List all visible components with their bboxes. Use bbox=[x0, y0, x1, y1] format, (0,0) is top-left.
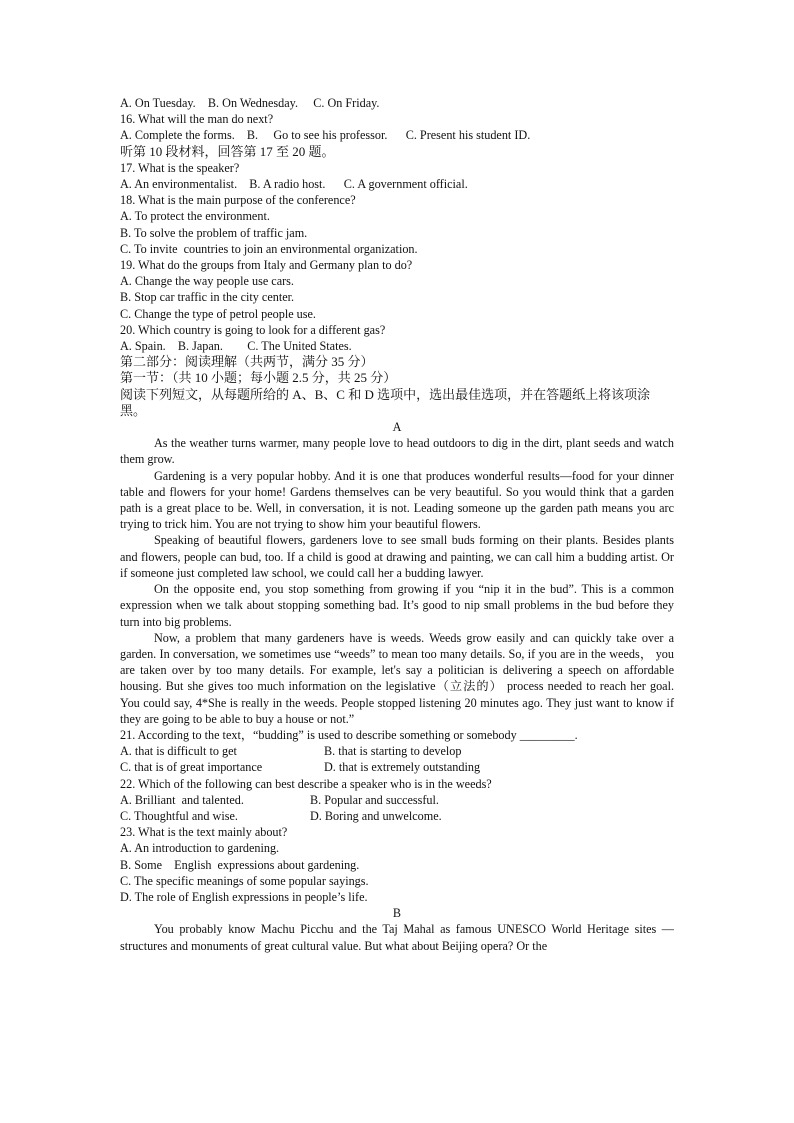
q22-option-c: C. Thoughtful and wise. bbox=[120, 808, 238, 823]
q20-question: 20. Which country is going to look for a different gas? bbox=[120, 322, 386, 337]
section1-instruction: 阅读下列短文，从每题所给的 A、B、C 和 D 选项中，选出最佳选项，并在答题纸上将该项涂黑。 bbox=[120, 386, 651, 418]
q17-question: 17. What is the speaker? bbox=[120, 160, 240, 175]
passage-b-paragraph: You probably know Machu Picchu and the Taj Mahal as famous UNESCO World Heritage sites — structures and monuments of great cultural value. But what about Beijing opera? Or the bbox=[120, 922, 674, 953]
q19-question: 19. What do the groups from Italy and Germany plan to do? bbox=[120, 258, 413, 273]
q22-option-b: B. Popular and successful. bbox=[310, 792, 439, 807]
passage-a-paragraph: Gardening is a very popular hobby. And it is one that produces wonderful results—food for your dinner table and flowers for your home! Gardens themselves can be very beautiful. So you would think that a garden path is a great place to be. Well, in conversation, it is not. Leading someone up the garden path means you arc trying to trick him. You are not trying to show him your beautiful flowers. bbox=[120, 468, 674, 532]
q18-question: 18. What is the main purpose of the conference? bbox=[120, 193, 356, 208]
q16-question: 16. What will the man do next? bbox=[120, 112, 274, 127]
q19-option-a: A. Change the way people use cars. bbox=[120, 274, 294, 289]
q18-option-a: A. To protect the environment. bbox=[120, 209, 270, 224]
q23-option-d: D. The role of English expressions in people’s life. bbox=[120, 889, 368, 904]
q21-option-a: A. that is difficult to get bbox=[120, 744, 237, 759]
q22-option-a: A. Brilliant and talented. bbox=[120, 792, 244, 807]
q21-option-b: B. that is starting to develop bbox=[324, 744, 462, 759]
passage-a-paragraph: Speaking of beautiful flowers, gardeners love to see small buds forming on their plants. Besides plants and flowers, people can bud, too. If a child is good at drawing and painting, we can call him a budding artist. Or if someone just completed law school, we could call her a budding lawyer. bbox=[120, 533, 674, 580]
section10-instruction: 听第 10 段材料，回答第 17 至 20 题。 bbox=[120, 143, 335, 159]
q21-option-c: C. that is of great importance bbox=[120, 760, 263, 775]
q21-question: 21. According to the text，“budding” is used to describe something or somebody _________. bbox=[120, 727, 578, 742]
q23-option-a: A. An introduction to gardening. bbox=[120, 841, 280, 856]
passage-b-label: B bbox=[392, 906, 402, 921]
q22-options-row2 bbox=[120, 808, 674, 824]
part2-title: 第二部分：阅读理解（共两节，满分 35 分） bbox=[120, 354, 374, 370]
q21-option-d: D. that is extremely outstanding bbox=[324, 760, 481, 775]
q23-question: 23. What is the text mainly about? bbox=[120, 825, 288, 840]
passage-a-label: A bbox=[392, 420, 402, 435]
section1-title: 第一节：（共 10 小题；每小题 2.5 分，共 25 分） bbox=[120, 370, 397, 386]
q17-options: A. An environmentalist. B. A radio host. C. A government official. bbox=[120, 177, 468, 192]
q22-option-d: D. Boring and unwelcome. bbox=[310, 808, 442, 823]
q21-options-row2 bbox=[120, 759, 674, 775]
q22-options-row1 bbox=[120, 792, 674, 808]
q15-options: A. On Tuesday. B. On Wednesday. C. On Friday. bbox=[120, 96, 380, 110]
q21-options-row1 bbox=[120, 743, 674, 759]
passage-a-paragraph: On the opposite end, you stop something from growing if you “nip it in the bud”. This is a common expression when we talk about stopping something bad. It’s good to nip small problems in the bud before they turn into big problems. bbox=[120, 582, 674, 629]
q19-option-b: B. Stop car traffic in the city center. bbox=[120, 290, 295, 305]
q18-option-b: B. To solve the problem of traffic jam. bbox=[120, 225, 308, 240]
exam-page bbox=[120, 95, 674, 954]
q23-option-b: B. Some English expressions about gardening. bbox=[120, 857, 360, 872]
q23-option-c: C. The specific meanings of some popular sayings. bbox=[120, 873, 369, 888]
q16-options: A. Complete the forms. B. Go to see his professor. C. Present his student ID. bbox=[120, 128, 531, 143]
passage-a-paragraph: As the weather turns warmer, many people love to head outdoors to dig in the dirt, plant seeds and watch them grow. bbox=[120, 436, 674, 467]
q18-option-c: C. To invite countries to join an environmental organization. bbox=[120, 241, 418, 256]
q19-option-c: C. Change the type of petrol people use. bbox=[120, 306, 316, 321]
q20-options: A. Spain. B. Japan. C. The United States. bbox=[120, 339, 352, 354]
passage-a-paragraph: Now, a problem that many gardeners have is weeds. Weeds grow easily and can quickly take over a garden. In conversation, we sometimes use “weeds” to mean too many details. So, if you are in the weeds， you are taken over by too many details. For example, let's say a politician is delivering a speech on affordable housing. But she gives too much information on the legislative（立法的） process needed to reach her goal. You could say, 4*She is really in the weeds. People stopped listening 20 minutes ago. They just want to know if they are going to be able to buy a house or not.” bbox=[120, 630, 674, 726]
q22-question: 22. Which of the following can best describe a speaker who is in the weeds? bbox=[120, 776, 492, 791]
